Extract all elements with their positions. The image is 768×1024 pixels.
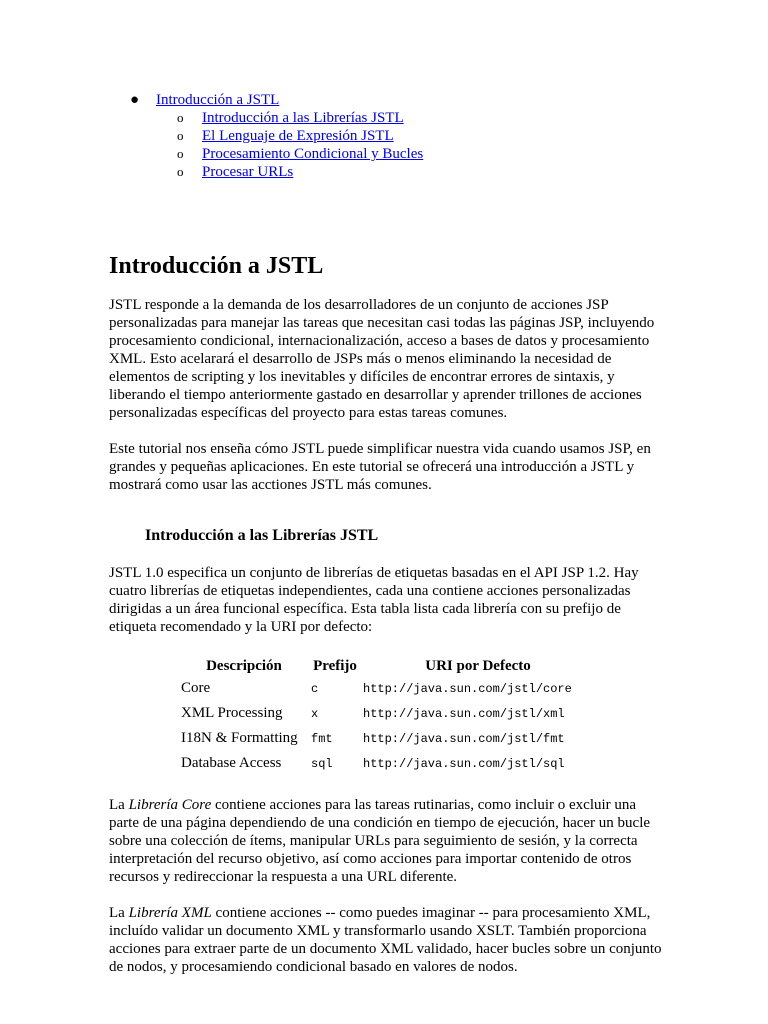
table-row	[179, 701, 595, 726]
toc-link-lenguaje-expresion[interactable]: El Lenguaje de Expresión JSTL	[202, 128, 394, 144]
xml-library-paragraph	[109, 904, 669, 976]
table-row	[179, 676, 595, 701]
core-library-term: Librería Core	[128, 797, 212, 813]
cell-prefijo: sql	[311, 756, 333, 771]
xml-lead: La	[109, 905, 129, 921]
circle-bullet-icon: o	[177, 110, 184, 125]
table-row	[179, 751, 595, 776]
cell-uri: http://java.sun.com/jstl/xml	[363, 706, 565, 721]
cell-descripcion: Database Access	[181, 755, 282, 771]
subsection-title: Introducción a las Librerías JSTL	[145, 527, 379, 544]
cell-descripcion: XML Processing	[181, 705, 283, 721]
toc-link-procesamiento-condicional[interactable]: Procesamiento Condicional y Bucles	[202, 146, 424, 162]
cell-uri: http://java.sun.com/jstl/sql	[363, 756, 565, 771]
toc-link-introduccion[interactable]: Introducción a JSTL	[156, 92, 280, 108]
cell-uri: http://java.sun.com/jstl/core	[363, 681, 572, 696]
section-title: Introducción a JSTL	[109, 253, 324, 279]
toc-item-main	[130, 91, 423, 109]
core-library-paragraph	[109, 796, 669, 886]
core-lead: La	[109, 797, 129, 813]
libraries-table	[179, 656, 595, 776]
cell-prefijo: c	[311, 681, 319, 696]
disc-bullet-icon: ●	[130, 92, 140, 108]
cell-uri: http://java.sun.com/jstl/fmt	[363, 731, 565, 746]
xml-library-term: Librería XML	[128, 905, 212, 921]
header-descripcion: Descripción	[206, 657, 282, 674]
toc-link-procesar-urls[interactable]: Procesar URLs	[202, 164, 294, 180]
table-of-contents	[130, 91, 423, 181]
header-prefijo: Prefijo	[313, 657, 357, 674]
table-header-row	[179, 656, 595, 676]
table-row	[179, 726, 595, 751]
circle-bullet-icon: o	[177, 146, 184, 161]
cell-descripcion: I18N & Formatting	[181, 730, 298, 746]
toc-subitem	[130, 145, 423, 163]
cell-prefijo: fmt	[311, 731, 333, 746]
circle-bullet-icon: o	[177, 128, 184, 143]
intro-paragraph-2: Este tutorial nos enseña cómo JSTL puede simplificar nuestra vida cuando usamos JSP, en grandes y pequeñas aplicaciones. En este tutorial se ofrecerá una introducción a JSTL y mostrará como usar las acctiones JSTL más comunes.	[109, 441, 651, 493]
intro-paragraph-1: JSTL responde a la demanda de los desarrolladores de un conjunto de acciones JSP personalizadas para manejar las tareas que necesitan casi todas las páginas JSP, incluyendo procesamiento condicional, internacionalización, acceso a bases de datos y procesamiento XML. Esto acelarará el desarrollo de JSPs más o menos eliminando la necesidad de elementos de scripting y los inevitables y difíciles de encontrar errores de sintaxis, y liberando el tiempo anteriormente gastado en desarrollar y aprender trillones de acciones personalizadas específicas del proyecto para estas tareas comunes.	[109, 297, 655, 421]
circle-bullet-icon: o	[177, 164, 184, 179]
libraries-paragraph: JSTL 1.0 especifica un conjunto de librerías de etiquetas basadas en el API JSP 1.2. Hay cuatro librerías de etiquetas independientes, cada una contiene acciones personalizadas dirigidas a un área funcional específica. Esta tabla lista cada librería con su prefijo de etiqueta recomendado y la URI por defecto:	[109, 565, 639, 635]
xml-rest: contiene acciones -- como puedes imaginar -- para procesamiento XML, incluído validar un documento XML y transformarlo usando XSLT. También proporciona acciones para extraer parte de un documento XML validado, hacer bucles sobre un conjunto de nodos, y procesamiendo condicional basado en valores de nodos.	[109, 905, 662, 975]
header-uri: URI por Defecto	[425, 657, 531, 674]
toc-link-librerias[interactable]: Introducción a las Librerías JSTL	[202, 110, 404, 126]
toc-subitem	[130, 127, 423, 145]
cell-prefijo: x	[311, 706, 319, 721]
core-rest: contiene acciones para las tareas rutinarias, como incluir o excluir una parte de una página dependiendo de una condición en tiempo de ejecución, hacer un bucle sobre una colección de ítems, manipular URLs para seguimiento de sesión, y la correcta interpretación del recurso objetivo, así como acciones para importar contenido de otros recursos y redireccionar la respuesta a una URL diferente.	[109, 797, 651, 885]
toc-subitem	[130, 109, 423, 127]
cell-descripcion: Core	[181, 680, 211, 696]
toc-subitem	[130, 163, 423, 181]
toc-sublist	[130, 109, 423, 181]
